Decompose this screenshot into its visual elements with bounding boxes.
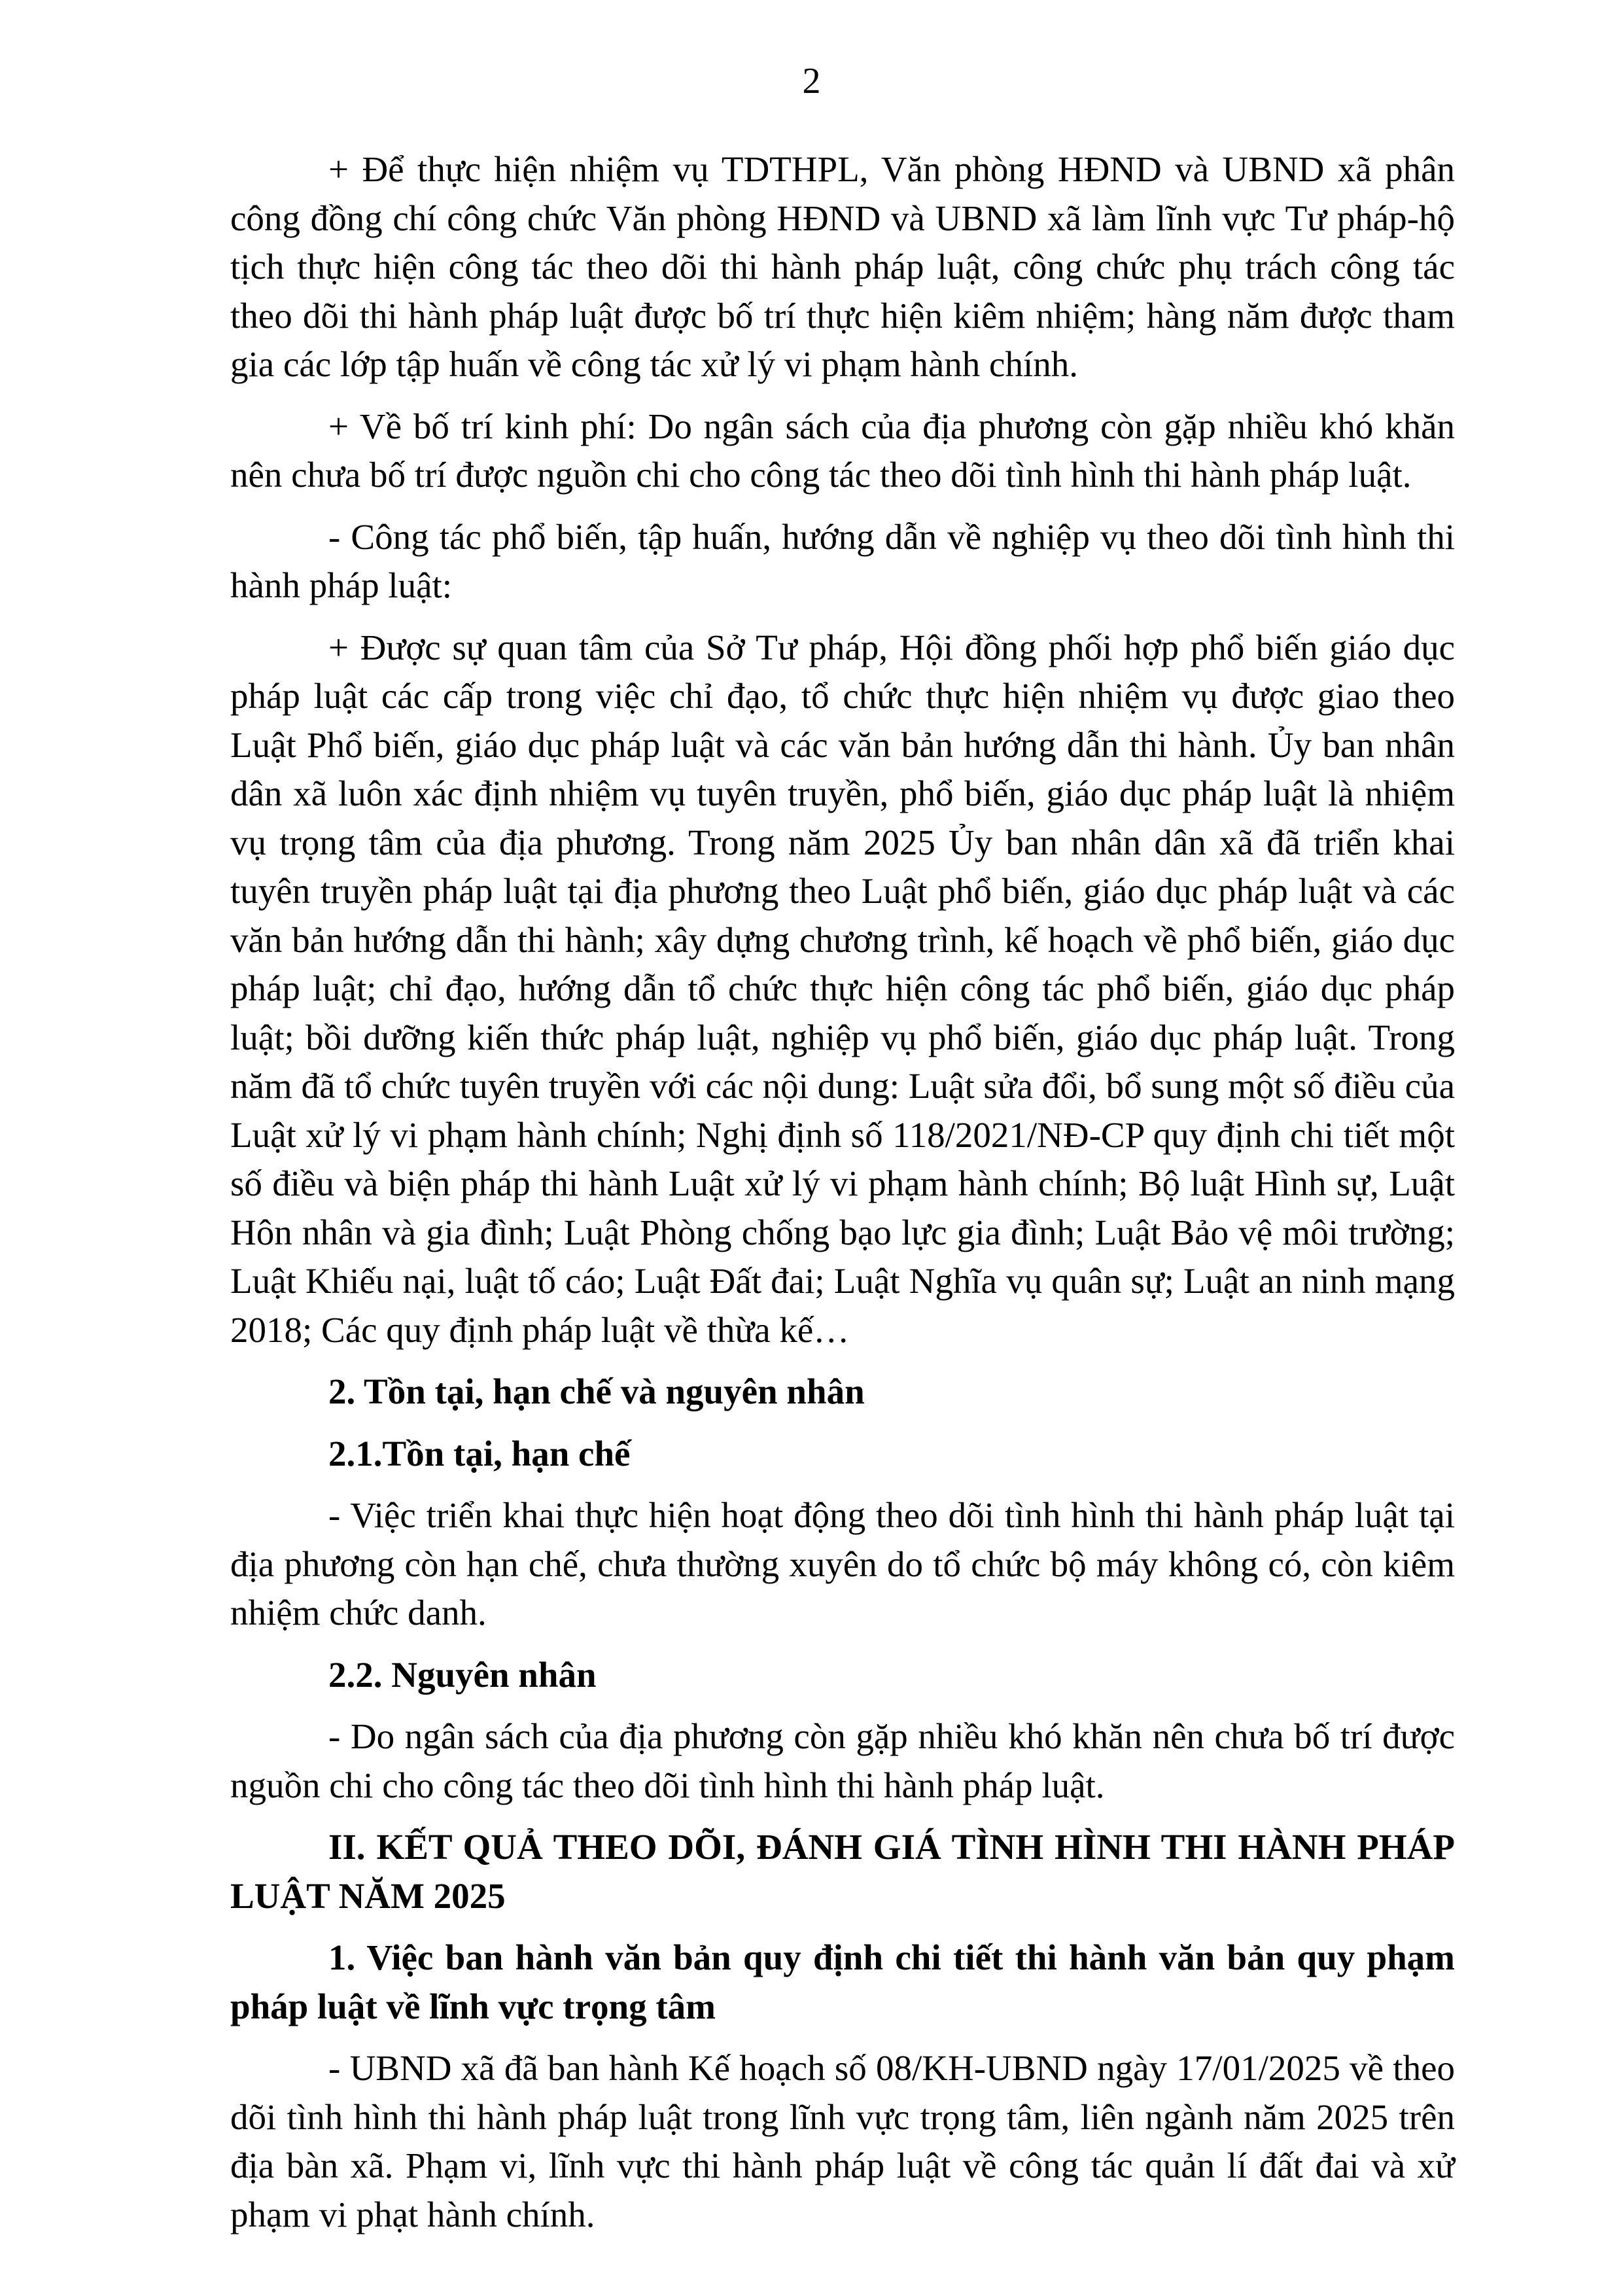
heading-section-ii: II. KẾT QUẢ THEO DÕI, ĐÁNH GIÁ TÌNH HÌNH THI HÀNH PHÁP LUẬT NĂM 2025: [230, 1827, 1455, 1916]
paragraph-limitations: - Việc triển khai thực hiện hoạt động theo dõi tình hình thi hành pháp luật tại địa phương còn hạn chế, chưa thường xuyên do tổ chức bộ máy không có, còn kiêm nhiệm chức danh.: [230, 1495, 1455, 1633]
heading-limitations: 2.1.Tồn tại, hạn chế: [328, 1433, 631, 1474]
heading-causes: 2.2. Nguyên nhân: [328, 1654, 597, 1695]
heading-issuance-documents: 1. Việc ban hành văn bản quy định chi tiết thi hành văn bản quy phạm pháp luật về lĩnh vực trọng tâm: [230, 1937, 1455, 2026]
heading-limitations-causes: 2. Tồn tại, hạn chế và nguyên nhân: [328, 1371, 865, 1411]
paragraph-staffing: + Để thực hiện nhiệm vụ TDTHPL, Văn phòng HĐND và UBND xã phân công đồng chí công chức Văn phòng HĐND và UBND xã làm lĩnh vực Tư pháp-hộ tịch thực hiện công tác theo dõi thi hành pháp luật, công chức phụ trách công tác theo dõi thi hành pháp luật được bố trí thực hiện kiêm nhiệm; hàng năm được tham gia các lớp tập huấn về công tác xử lý vi phạm hành chính.: [230, 149, 1455, 384]
paragraph-plan-issued: - UBND xã đã ban hành Kế hoạch số 08/KH-UBND ngày 17/01/2025 về theo dõi tình hình thi hành pháp luật trong lĩnh vực trọng tâm, liên ngành năm 2025 trên địa bàn xã. Phạm vi, lĩnh vực thi hành pháp luật về công tác quản lí đất đai và xử phạm vi phạt hành chính.: [230, 2048, 1455, 2234]
paragraph-funding: + Về bố trí kinh phí: Do ngân sách của địa phương còn gặp nhiều khó khăn nên chưa bố trí được nguồn chi cho công tác theo dõi tình hình thi hành pháp luật.: [230, 406, 1455, 495]
page-number: 2: [802, 61, 821, 101]
document-body: [230, 145, 1455, 2252]
paragraph-dissemination-intro: - Công tác phổ biến, tập huấn, hướng dẫn về nghiệp vụ theo dõi tình hình thi hành pháp luật:: [230, 516, 1455, 605]
paragraph-causes: - Do ngân sách của địa phương còn gặp nhiều khó khăn nên chưa bố trí được nguồn chi cho công tác theo dõi tình hình thi hành pháp luật.: [230, 1716, 1455, 1805]
paragraph-dissemination-detail: + Được sự quan tâm của Sở Tư pháp, Hội đồng phối hợp phổ biến giáo dục pháp luật các cấp trong việc chỉ đạo, tổ chức thực hiện nhiệm vụ được giao theo Luật Phổ biến, giáo dục pháp luật và các văn bản hướng dẫn thi hành. Ủy ban nhân dân xã luôn xác định nhiệm vụ tuyên truyền, phổ biến, giáo dục pháp luật là nhiệm vụ trọng tâm của địa phương. Trong năm 2025 Ủy ban nhân dân xã đã triển khai tuyên truyền pháp luật tại địa phương theo Luật phổ biến, giáo dục pháp luật và các văn bản hướng dẫn thi hành; xây dựng chương trình, kế hoạch về phổ biến, giáo dục pháp luật; chỉ đạo, hướng dẫn tổ chức thực hiện công tác phổ biến, giáo dục pháp luật; bồi dưỡng kiến thức pháp luật, nghiệp vụ phổ biến, giáo dục pháp luật. Trong năm đã tổ chức tuyên truyền với các nội dung: Luật sửa đổi, bổ sung một số điều của Luật xử lý vi phạm hành chính; Nghị định số 118/2021/NĐ-CP quy định chi tiết một số điều và biện pháp thi hành Luật xử lý vi phạm hành chính; Bộ luật Hình sự, Luật Hôn nhân và gia đình; Luật Phòng chống bạo lực gia đình; Luật Bảo vệ môi trường; Luật Khiếu nại, luật tố cáo; Luật Đất đai; Luật Nghĩa vụ quân sự; Luật an ninh mạng 2018; Các quy định pháp luật về thừa kế…: [230, 627, 1455, 1350]
